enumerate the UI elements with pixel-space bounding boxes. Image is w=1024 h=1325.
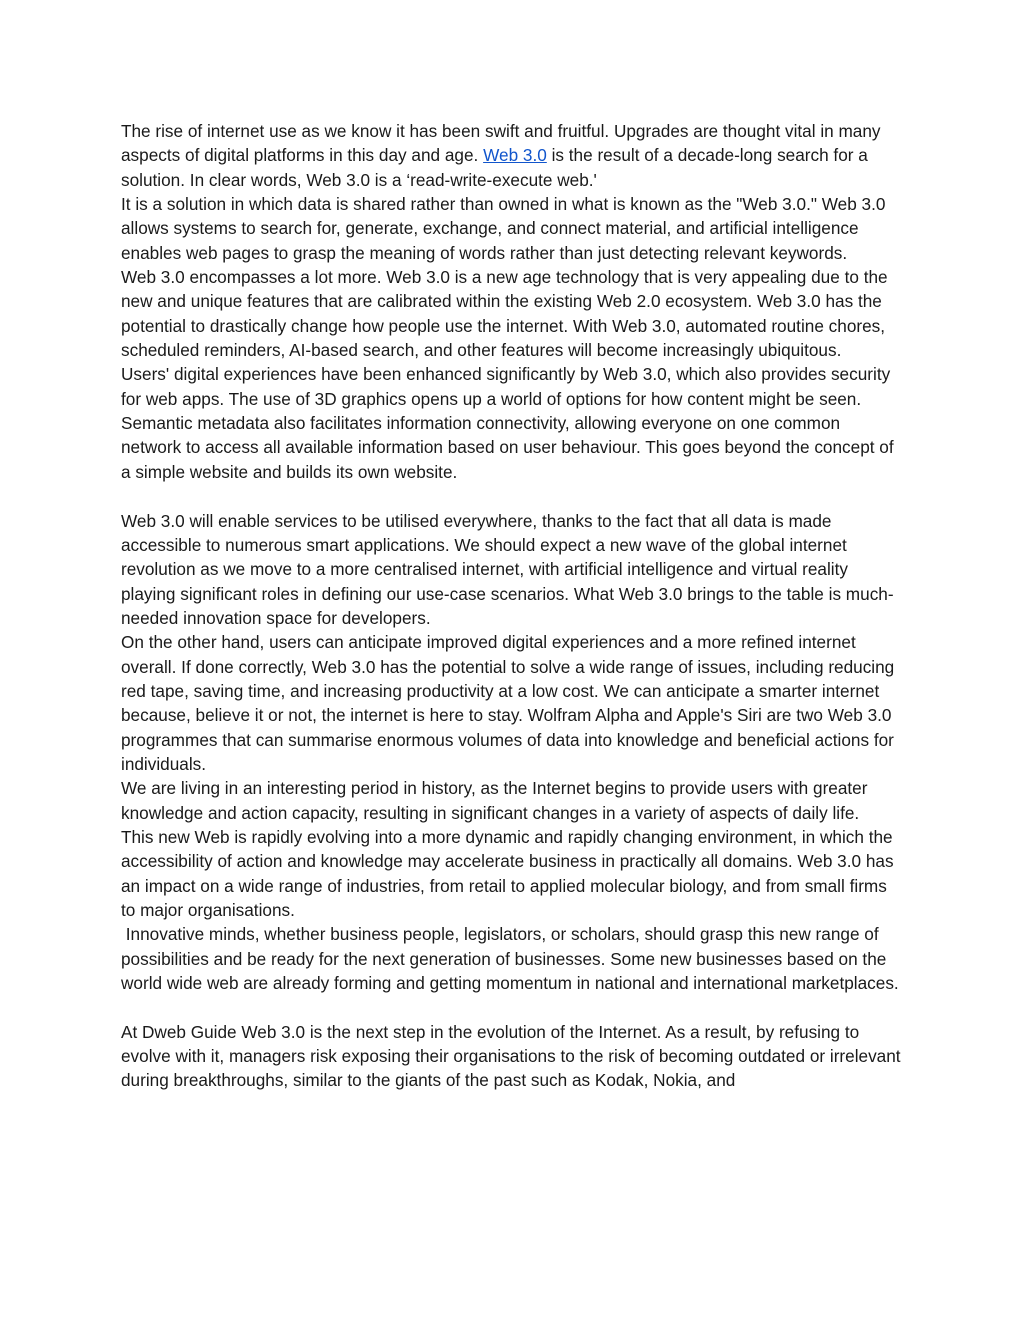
paragraph-intro-text-before: The rise of internet use as we know it has been swift and fruitful. Upgrades are thought vital in many aspects of digital platforms in this day and age.: [121, 121, 881, 166]
paragraph-4: Users' digital experiences have been enhanced significantly by Web 3.0, which also provides security for web apps. The use of 3D graphics opens up a world of options for how content might be seen. Semantic metadata also facilitates information connectivity, allowing everyone on one common network to access all available information based on user behaviour. This goes beyond the concept of a simple website and builds its own website.: [121, 364, 894, 482]
web3-link[interactable]: Web 3.0: [483, 145, 547, 166]
paragraph-8: This new Web is rapidly evolving into a more dynamic and rapidly changing environment, in which the accessibility of action and knowledge may accelerate business in practically all domains. Web 3.0 has an impact on a wide range of industries, from retail to applied molecular biology, and from small firms to major organisations.: [121, 826, 894, 920]
paragraph-intro-text-after: is the result of a decade-long search for a solution. In clear words, Web 3.0 is a ‘read-write-execute web.': [121, 145, 868, 190]
paragraph-2: It is a solution in which data is shared rather than owned in what is known as the "Web 3.0." Web 3.0 allows systems to search for, generate, exchange, and connect material, and artificial intelligence enables web pages to grasp the meaning of words rather than just detecting relevant keywords.: [121, 194, 886, 263]
paragraph-3: Web 3.0 encompasses a lot more. Web 3.0 is a new age technology that is very appealing due to the new and unique features that are calibrated within the existing Web 2.0 ecosystem. Web 3.0 has the potential to drastically change how people use the internet. With Web 3.0, automated routine chores, scheduled reminders, AI-based search, and other features will become increasingly ubiquitous.: [121, 267, 888, 361]
paragraph-intro: [121, 119, 905, 192]
blank-line: [121, 995, 905, 1019]
paragraph-7: We are living in an interesting period in history, as the Internet begins to provide users with greater knowledge and action capacity, resulting in significant changes in a variety of aspects of daily life.: [121, 778, 868, 823]
blank-line: [121, 484, 905, 508]
paragraph-6: On the other hand, users can anticipate improved digital experiences and a more refined internet overall. If done correctly, Web 3.0 has the potential to solve a wide range of issues, including reducing red tape, saving time, and increasing productivity at a low cost. We can anticipate a smarter internet because, believe it or not, the internet is here to stay. Wolfram Alpha and Apple's Siri are two Web 3.0 programmes that can summarise enormous volumes of data into knowledge and beneficial actions for individuals.: [121, 632, 895, 774]
paragraph-9: Innovative minds, whether business people, legislators, or scholars, should grasp this new range of possibilities and be ready for the next generation of businesses. Some new businesses based on the world wide web are already forming and getting momentum in national and international marketplaces.: [121, 924, 899, 994]
paragraph-5: Web 3.0 will enable services to be utilised everywhere, thanks to the fact that all data is made accessible to numerous smart applications. We should expect a new wave of the global internet revolution as we move to a more centralised internet, with artificial intelligence and virtual reality playing significant roles in defining our use-case scenarios. What Web 3.0 brings to the table is much-needed innovation space for developers.: [121, 510, 894, 628]
document-body: [121, 119, 905, 1093]
paragraph-10: At Dweb Guide Web 3.0 is the next step in the evolution of the Internet. As a result, by refusing to evolve with it, managers risk exposing their organisations to the risk of becoming outdated or irrelevant during breakthroughs, similar to the giants of the past such as Kodak, Nokia, and: [121, 1021, 901, 1091]
